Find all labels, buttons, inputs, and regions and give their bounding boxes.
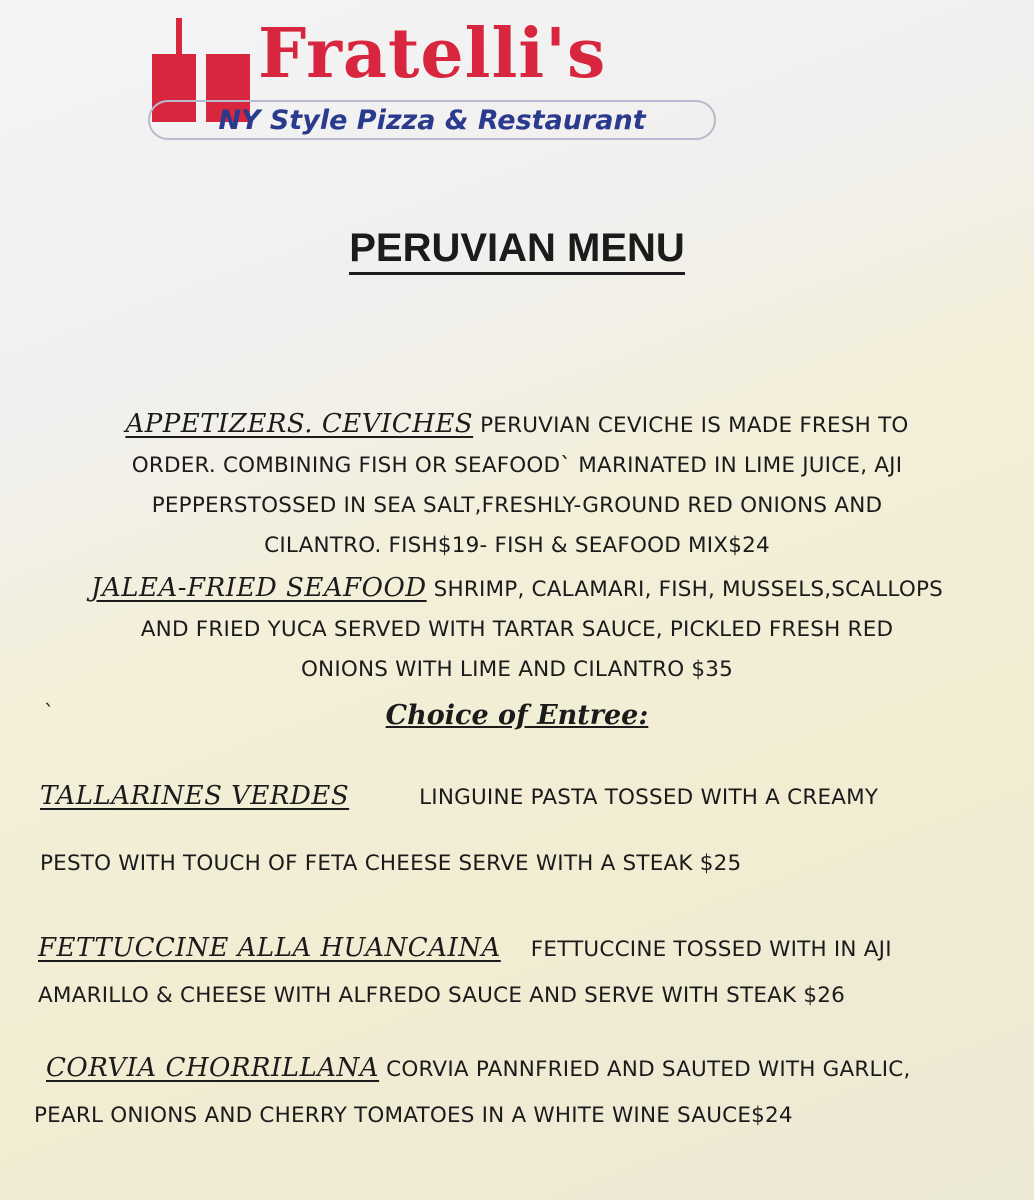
- logo-tagline: NY Style Pizza & Restaurant: [148, 100, 716, 140]
- entree-name: CORVIA CHORRILLANA: [46, 1053, 380, 1083]
- appetizers-text-1: PERUVIAN CEVICHE IS MADE FRESH TO: [473, 413, 909, 438]
- jalea-line-2: AND FRIED YUCA SERVED WITH TARTAR SAUCE, PICKLED FRESH RED: [140, 617, 894, 642]
- restaurant-logo: [148, 14, 728, 144]
- entree-description-1: LINGUINE PASTA TOSSED WITH A CREAMY: [419, 785, 879, 810]
- appetizers-line-2: ORDER. COMBINING FISH OR SEAFOOD` MARINATED IN LIME JUICE, AJI: [131, 453, 903, 478]
- entree-name: FETTUCCINE ALLA HUANCAINA: [38, 933, 501, 963]
- entree-description-1: CORVIA PANNFRIED AND SAUTED WITH GARLIC,: [379, 1057, 911, 1082]
- jalea-heading: JALEA-FRIED SEAFOOD: [91, 573, 427, 603]
- entree-line-1: [38, 928, 1012, 970]
- jalea-line-3: ONIONS WITH LIME AND CILANTRO $35: [300, 657, 734, 682]
- appetizers-section: [30, 404, 1004, 566]
- appetizers-line-1: [30, 404, 1004, 446]
- jalea-text-1: SHRIMP, CALAMARI, FISH, MUSSELS,SCALLOPS: [426, 577, 943, 602]
- entree-line-1: [40, 776, 1014, 818]
- entree-tallarines: [40, 776, 1014, 884]
- entree-fettuccine: [38, 928, 1012, 1016]
- choice-of-entree-heading: Choice of Entree:: [385, 700, 649, 731]
- entree-description-2: AMARILLO & CHEESE WITH ALFREDO SAUCE AND SERVE WITH STEAK $26: [38, 983, 846, 1008]
- entree-corvia: [34, 1048, 1008, 1136]
- appetizers-line-4: CILANTRO. FISH$19- FISH & SEAFOOD MIX$24: [264, 533, 770, 558]
- menu-title: [0, 226, 1034, 271]
- jalea-line-1: [30, 568, 1004, 610]
- jalea-section: [30, 568, 1004, 690]
- entree-description-2: PESTO WITH TOUCH OF FETA CHEESE SERVE WITH A STEAK $25: [40, 851, 742, 876]
- entree-line-1: [34, 1048, 1008, 1090]
- entree-description-1: FETTUCCINE TOSSED WITH IN AJI: [530, 937, 892, 962]
- appetizers-heading: APPETIZERS. CEVICHES: [125, 409, 474, 439]
- logo-name: Fratelli's: [258, 14, 607, 94]
- logo-building-spire: [176, 18, 182, 58]
- entree-name: TALLARINES VERDES: [40, 781, 350, 811]
- entree-description-2: PEARL ONIONS AND CHERRY TOMATOES IN A WHITE WINE SAUCE$24: [34, 1103, 793, 1128]
- stray-mark: `: [44, 700, 54, 724]
- menu-title-text: PERUVIAN MENU: [349, 226, 685, 275]
- appetizers-line-3: PEPPERSTOSSED IN SEA SALT,FRESHLY-GROUND RED ONIONS AND: [151, 493, 883, 518]
